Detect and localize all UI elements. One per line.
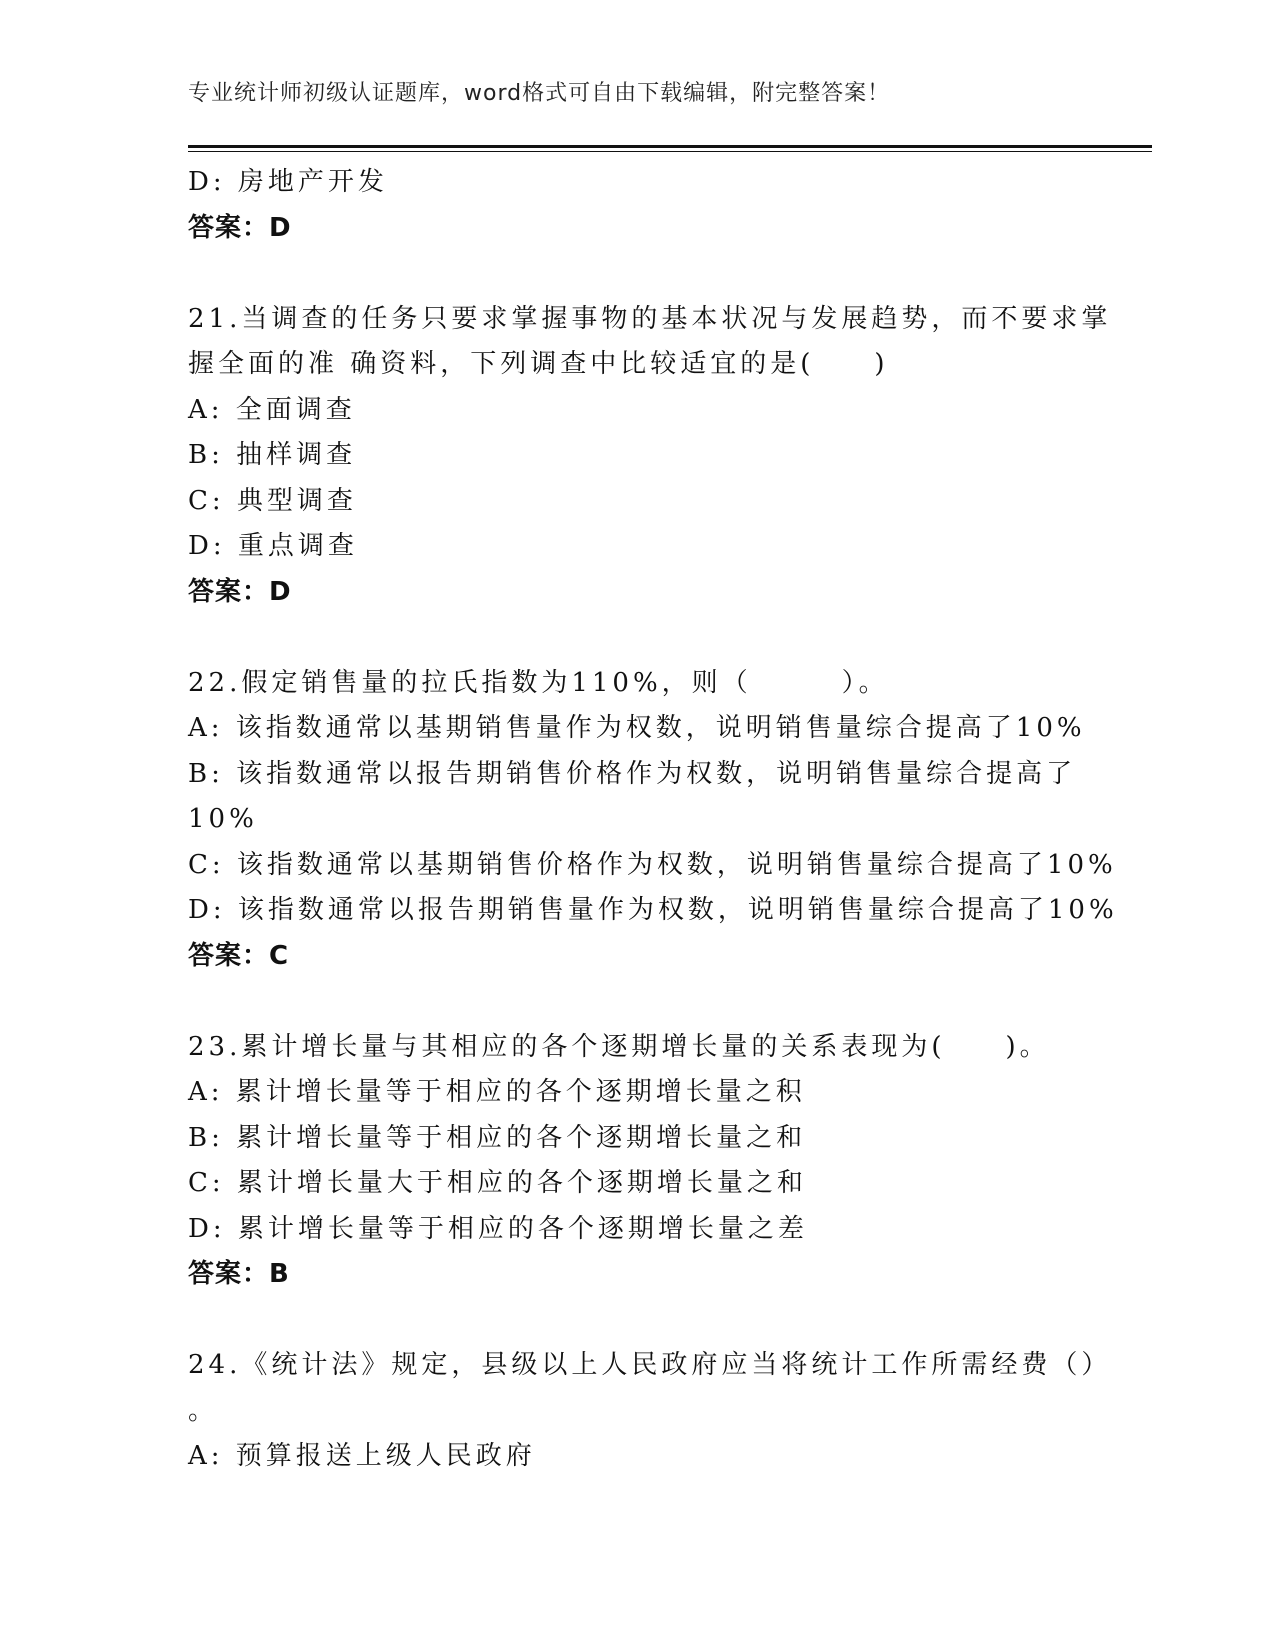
question-stem-cont: 握全面的准 确资料，下列调查中比较适宜的是( ) — [188, 349, 889, 379]
option-c: C: 该指数通常以基期销售价格作为权数，说明销售量综合提高了10% — [188, 849, 1117, 880]
question-23 — [188, 1025, 1088, 1298]
question-20-tail — [188, 160, 1088, 251]
spacer — [188, 615, 1088, 661]
spacer — [188, 979, 1088, 1025]
question-24 — [188, 1343, 1112, 1480]
answer: 答案：B — [188, 1259, 290, 1289]
question-22 — [188, 661, 1118, 980]
question-stem: 24.《统计法》规定，县级以上人民政府应当将统计工作所需经费（） — [188, 1350, 1112, 1380]
option-b-cont: 10% — [188, 804, 258, 834]
option-d: D: 重点调查 — [188, 531, 358, 561]
spacer — [188, 251, 1088, 297]
option-a: A: 该指数通常以基期销售量作为权数，说明销售量综合提高了10% — [188, 713, 1086, 743]
question-stem: 21.当调查的任务只要求掌握事物的基本状况与发展趋势，而不要求掌 — [188, 303, 1112, 334]
question-21 — [188, 297, 1112, 616]
spacer — [188, 1298, 1088, 1344]
option-d: D: 累计增长量等于相应的各个逐期增长量之差 — [188, 1213, 808, 1244]
option-a: A: 预算报送上级人民政府 — [188, 1441, 536, 1471]
header-rule-thin — [188, 151, 1152, 152]
option-c: C: 累计增长量大于相应的各个逐期增长量之和 — [188, 1168, 807, 1198]
question-list — [188, 160, 1118, 1480]
answer: 答案：C — [188, 940, 290, 971]
option-d: D: 该指数通常以报告期销售量作为权数，说明销售量综合提高了10% — [188, 895, 1118, 925]
question-stem: 22.假定销售量的拉氏指数为110%，则（ ）。 — [188, 667, 889, 698]
question-stem: 23.累计增长量与其相应的各个逐期增长量的关系表现为( )。 — [188, 1031, 1050, 1062]
option-b: B: 抽样调查 — [188, 440, 357, 470]
option-d: D: 房地产开发 — [188, 167, 388, 197]
answer: 答案：D — [188, 576, 292, 607]
question-stem-cont: 。 — [188, 1395, 219, 1426]
page-header: 专业统计师初级认证题库，word格式可自由下载编辑，附完整答案！ — [188, 81, 891, 106]
header-rule-thick — [188, 145, 1152, 148]
answer: 答案：D — [188, 212, 292, 243]
option-c: C: 典型调查 — [188, 485, 357, 516]
option-b: B: 累计增长量等于相应的各个逐期增长量之和 — [188, 1122, 807, 1153]
option-a: A: 全面调查 — [188, 394, 356, 425]
option-b: B: 该指数通常以报告期销售价格作为权数，说明销售量综合提高了 — [188, 758, 1077, 789]
option-a: A: 累计增长量等于相应的各个逐期增长量之积 — [188, 1077, 806, 1107]
